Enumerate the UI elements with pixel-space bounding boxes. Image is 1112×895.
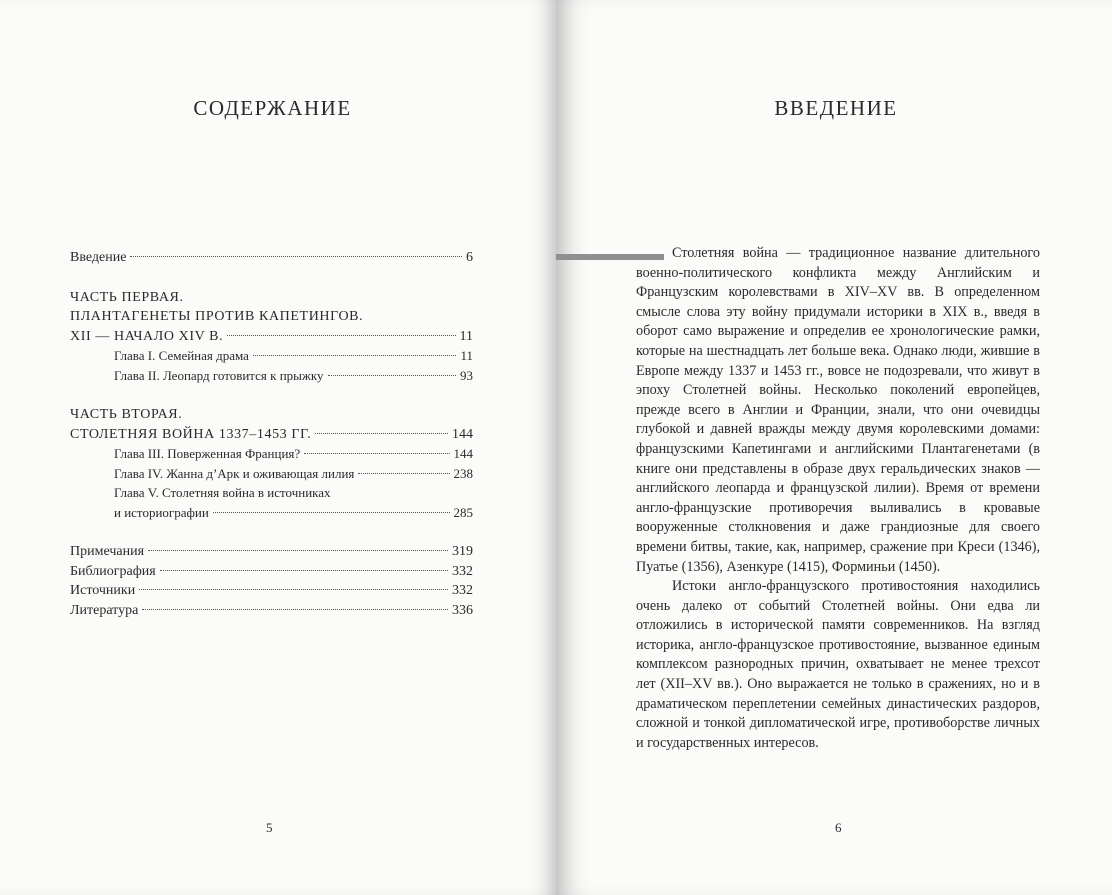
toc-entry-sources[interactable]: Источники 332 [70,583,473,598]
right-page [556,0,1112,895]
page-number-left: 5 [266,820,273,835]
toc-part1-title: ПЛАНТАГЕНЕТЫ ПРОТИВ КАПЕТИНГОВ. [70,309,364,324]
introduction-title: ВВЕДЕНИЕ [774,96,898,120]
introduction-body [636,244,1040,753]
toc-part2-heading: ЧАСТЬ ВТОРАЯ. [70,407,183,422]
paragraph: Истоки англо-французского противостояния находились очень далеко от событий Столетней войны. Они едва ли отложились в исторической памяти современников. На взгляд историка, англо-французское противостояние, вызванное единым комплексом разнородных причин, охватывает не менее трехсот лет (XII–XV вв.). Оно выражается не только в сражениях, но и в драматическом переплетении семейных династических раздоров, сложной и тонкой дипломатической игре, противоборстве личных и государственных интересов. [636,578,1040,751]
toc-part2-title[interactable]: СТОЛЕТНЯЯ ВОЙНА 1337–1453 ГГ. 144 [70,426,473,442]
toc-part1-heading: ЧАСТЬ ПЕРВАЯ. [70,289,184,305]
toc-entry-bibliography[interactable]: Библиография 332 [70,563,473,579]
toc-entry-chapter-2[interactable]: Глава II. Леопард готовится к прыжку 93 [114,367,473,383]
toc-entry-chapter-5-line1[interactable]: Глава V. Столетняя война в источниках [114,485,331,500]
toc-entry-chapter-1[interactable]: Глава I. Семейная драма 11 [114,348,473,363]
toc-entry-intro[interactable]: Введение 6 [70,250,473,265]
contents-title: СОДЕРЖАНИЕ [193,96,352,120]
page-number-right: 6 [835,820,842,835]
toc-part1-subtitle[interactable]: XII — НАЧАЛО XIV В. 11 [70,328,473,344]
toc-entry-literature[interactable]: Литература 336 [70,602,473,618]
toc-entry-notes[interactable]: Примечания 319 [70,544,473,559]
toc-entry-chapter-4[interactable]: Глава IV. Жанна д’Арк и оживающая лилия 238 [114,465,473,481]
toc-entry-chapter-3[interactable]: Глава III. Поверженная Франция? 144 [114,446,473,461]
toc-entry-chapter-5-line2[interactable]: и историографии 285 [114,504,473,520]
paragraph: Столетняя война — традиционное название длительного военно-политического конфликта между Английским и Французским королевствами в XIV–XV вв. В определенном смысле слова эту войну придумали историки в XIX в., введя в оборот само выражение и определив ее хронологические рамки, которые на шестнадцать лет больше века. Однако люди, жившие в Европе между 1337 и 1453 гг., вовсе не подозревали, что живут в эпоху Столетней войны. Несколько поколений европейцев, прежде всего в Англии и Франции, знали, что они очевидцы глубокой и давней вражды между двумя королевскими домами: французскими Капетингами и английскими Плантагенетами (в книге они представлены в образе двух геральдических знаков — английского леопарда и французской лилии). Время от времени англо-французские противоречия выливались в кровавые вооруженные столкновения и даже грандиозные для своего времени битвы, такие, как, например, сражение при Креси (1346), Пуатье (1356), Азенкуре (1415), Форминьи (1450). [636,245,1040,575]
table-of-contents [70,248,473,620]
